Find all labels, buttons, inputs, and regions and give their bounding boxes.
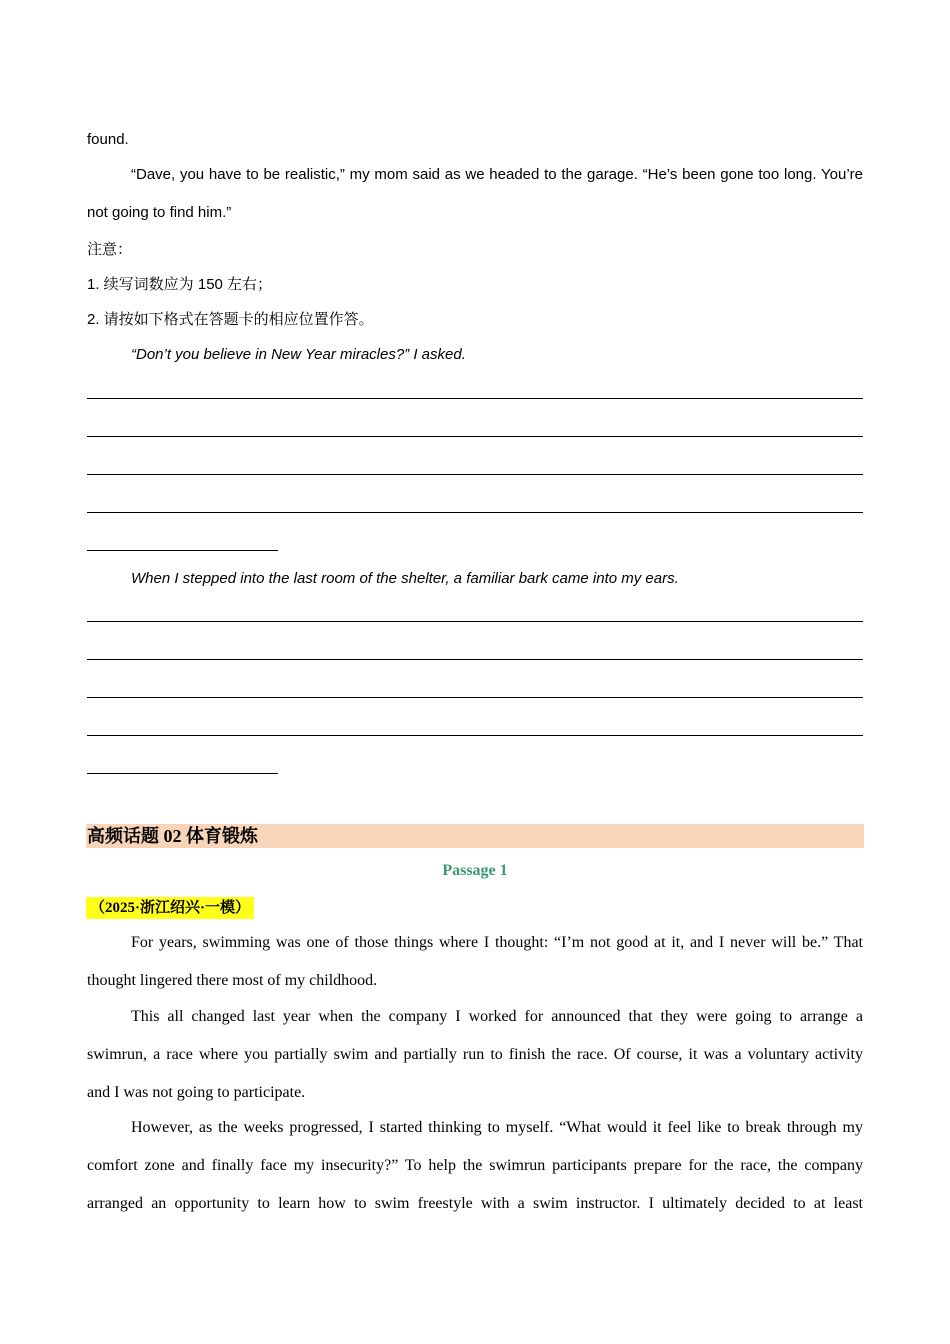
story-dialogue-line2: not going to find him.” xyxy=(87,204,232,221)
notes-heading: 注意： xyxy=(87,241,133,258)
source-tag: （2025·浙江绍兴·一模） xyxy=(86,897,254,919)
passage-p3-line3: arranged an opportunity to learn how to swim freestyle with a swim instructor. I ultimately decided to at least xyxy=(87,1195,863,1212)
answer-line[interactable] xyxy=(87,550,278,551)
passage-p3-line2: comfort zone and finally face my insecurity?” To help the swimrun participants prepare for the race, the company xyxy=(87,1157,863,1174)
story-text-found: found. xyxy=(87,131,129,148)
answer-line[interactable] xyxy=(87,697,863,698)
notes-item-1: 1. 续写词数应为 150 左右； xyxy=(87,276,273,293)
passage-p1-line1: For years, swimming was one of those things where I thought: “I’m not good at it, and I never will be.” That xyxy=(131,934,863,951)
answer-line[interactable] xyxy=(87,398,863,399)
story-dialogue-line1: “Dave, you have to be realistic,” my mom said as we headed to the garage. “He’s been gone too long. You’re xyxy=(131,166,863,183)
topic-title: 高频话题 02 体育锻炼 xyxy=(87,826,258,846)
answer-line[interactable] xyxy=(87,735,863,736)
answer-line[interactable] xyxy=(87,512,863,513)
answer-line[interactable] xyxy=(87,436,863,437)
passage-p2-line2: swimrun, a race where you partially swim and partially run to finish the race. Of course, it was a voluntary activity xyxy=(87,1046,863,1063)
answer-line[interactable] xyxy=(87,659,863,660)
passage-p2-line3: and I was not going to participate. xyxy=(87,1084,306,1101)
passage-p2-line1: This all changed last year when the company I worked for announced that they were going to arrange a xyxy=(131,1008,863,1025)
prompt-first: “Don’t you believe in New Year miracles?” I asked. xyxy=(131,346,466,363)
passage-p3-line1: However, as the weeks progressed, I started thinking to myself. “What would it feel like to break through my xyxy=(131,1119,863,1136)
passage-title: Passage 1 xyxy=(442,862,508,879)
prompt-second: When I stepped into the last room of the shelter, a familiar bark came into my ears. xyxy=(131,570,679,587)
passage-p1-line2: thought lingered there most of my childhood. xyxy=(87,972,378,989)
answer-line[interactable] xyxy=(87,474,863,475)
answer-line[interactable] xyxy=(87,621,863,622)
notes-item-2: 2. 请按如下格式在答题卡的相应位置作答。 xyxy=(87,311,374,328)
answer-line[interactable] xyxy=(87,773,278,774)
